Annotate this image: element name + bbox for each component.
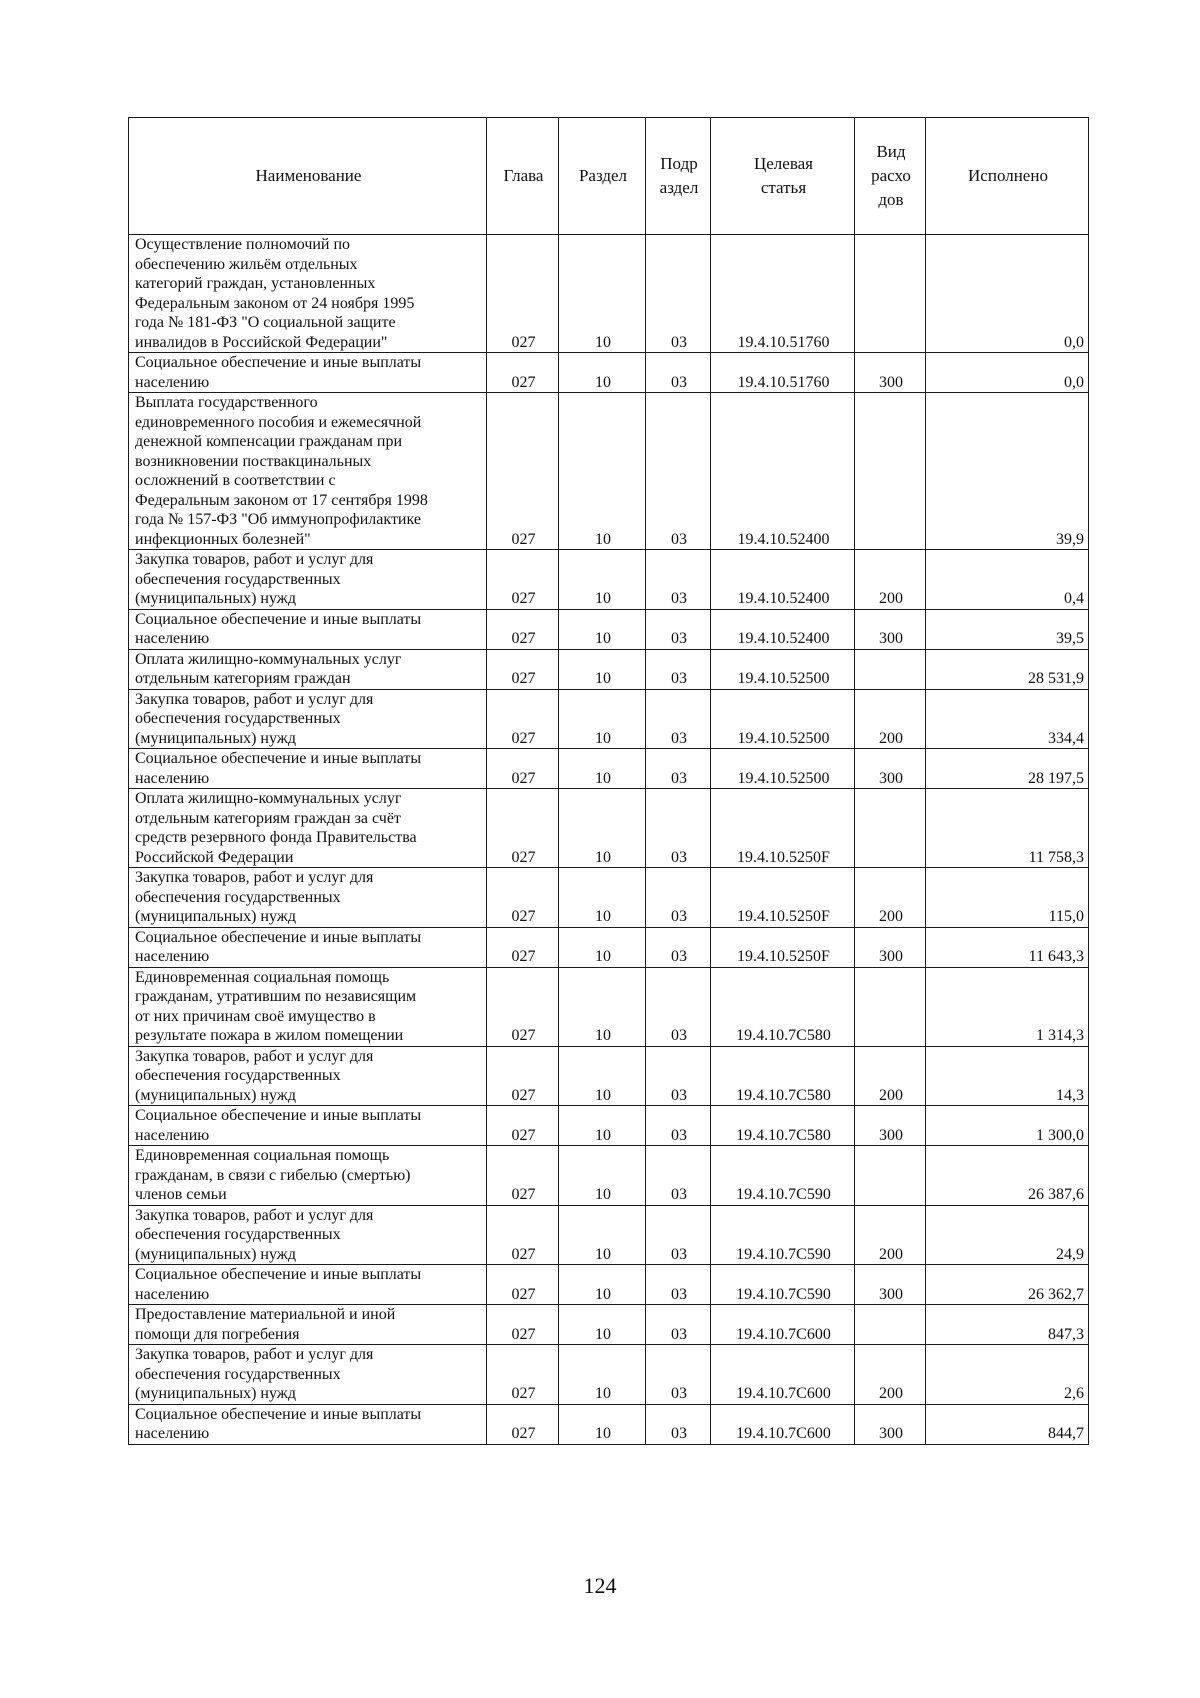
cell-podrazdel: 03 <box>646 789 711 868</box>
cell-celevaya-statya: 19.4.10.52400 <box>711 393 855 550</box>
cell-ispolneno: 39,5 <box>926 609 1089 649</box>
cell-podrazdel: 03 <box>646 550 711 610</box>
cell-vid-rashodov: 200 <box>855 550 926 610</box>
cell-celevaya-statya: 19.4.10.5250F <box>711 868 855 928</box>
table-row <box>129 353 1089 393</box>
table-body <box>129 235 1089 1445</box>
cell-name <box>129 749 487 789</box>
cell-glava: 027 <box>487 689 559 749</box>
cell-glava: 027 <box>487 1265 559 1305</box>
cell-razdel: 10 <box>559 649 646 689</box>
cell-vid-rashodov: 200 <box>855 868 926 928</box>
cell-glava: 027 <box>487 1046 559 1106</box>
row-name-text: Осуществление полномочий по обеспечению жильём отдельных категорий граждан, установленных Федеральным законом от 24 ноября 1995 года № 181-ФЗ "О социальной защите инвалидов в Российской Федерации" <box>135 236 415 351</box>
cell-ispolneno: 0,0 <box>926 235 1089 353</box>
cell-vid-rashodov: 200 <box>855 1046 926 1106</box>
cell-ispolneno: 14,3 <box>926 1046 1089 1106</box>
row-name-text: Закупка товаров, работ и услуг для обеспечения государственных (муниципальных) нужд <box>135 1346 374 1402</box>
cell-razdel: 10 <box>559 1106 646 1146</box>
table-row <box>129 235 1089 353</box>
cell-podrazdel: 03 <box>646 1146 711 1206</box>
cell-ispolneno: 0,0 <box>926 353 1089 393</box>
cell-razdel: 10 <box>559 927 646 967</box>
cell-name <box>129 1146 487 1206</box>
cell-glava: 027 <box>487 868 559 928</box>
cell-razdel: 10 <box>559 393 646 550</box>
cell-name <box>129 868 487 928</box>
cell-razdel: 10 <box>559 1404 646 1444</box>
cell-vid-rashodov: 200 <box>855 1345 926 1405</box>
cell-name <box>129 235 487 353</box>
cell-glava: 027 <box>487 649 559 689</box>
cell-celevaya-statya: 19.4.10.7C590 <box>711 1205 855 1265</box>
cell-name <box>129 967 487 1046</box>
cell-glava: 027 <box>487 789 559 868</box>
cell-celevaya-statya: 19.4.10.7C580 <box>711 967 855 1046</box>
cell-glava: 027 <box>487 967 559 1046</box>
cell-glava: 027 <box>487 1205 559 1265</box>
table-row <box>129 649 1089 689</box>
row-name-text: Закупка товаров, работ и услуг для обеспечения государственных (муниципальных) нужд <box>135 1206 374 1263</box>
cell-podrazdel: 03 <box>646 749 711 789</box>
cell-razdel: 10 <box>559 1205 646 1265</box>
row-name-text: Закупка товаров, работ и услуг для обеспечения государственных (муниципальных) нужд <box>135 690 374 747</box>
cell-glava: 027 <box>487 1106 559 1146</box>
cell-vid-rashodov: 300 <box>855 353 926 393</box>
header-ispolneno: Исполнено <box>926 118 1089 235</box>
cell-razdel: 10 <box>559 609 646 649</box>
cell-celevaya-statya: 19.4.10.7C600 <box>711 1305 855 1345</box>
table-row <box>129 1345 1089 1405</box>
cell-vid-rashodov: 300 <box>855 1265 926 1305</box>
cell-glava: 027 <box>487 749 559 789</box>
cell-glava: 027 <box>487 609 559 649</box>
header-celevaya-statya: Целевая статья <box>711 118 855 235</box>
cell-name <box>129 649 487 689</box>
cell-podrazdel: 03 <box>646 1106 711 1146</box>
page-number: 124 <box>583 1573 617 1598</box>
cell-name <box>129 1345 487 1405</box>
cell-podrazdel: 03 <box>646 967 711 1046</box>
cell-ispolneno: 26 362,7 <box>926 1265 1089 1305</box>
cell-name <box>129 1265 487 1305</box>
table-row <box>129 1305 1089 1345</box>
row-name-text: Социальное обеспечение и иные выплаты населению <box>135 750 422 787</box>
cell-ispolneno: 1 300,0 <box>926 1106 1089 1146</box>
cell-ispolneno: 11 643,3 <box>926 927 1089 967</box>
cell-ispolneno: 39,9 <box>926 393 1089 550</box>
table-header <box>129 118 1089 235</box>
row-name-text: Социальное обеспечение и иные выплаты населению <box>135 928 422 965</box>
cell-ispolneno: 24,9 <box>926 1205 1089 1265</box>
row-name-text: Единовременная социальная помощь гражданам, в связи с гибелью (смертью) членов семьи <box>135 1147 411 1203</box>
cell-razdel: 10 <box>559 550 646 610</box>
cell-razdel: 10 <box>559 235 646 353</box>
header-razdel: Раздел <box>559 118 646 235</box>
cell-celevaya-statya: 19.4.10.52400 <box>711 609 855 649</box>
row-name-text: Закупка товаров, работ и услуг для обеспечения государственных (муниципальных) нужд <box>135 551 374 607</box>
row-name-text: Социальное обеспечение и иные выплаты населению <box>135 354 422 391</box>
cell-vid-rashodov: 300 <box>855 1106 926 1146</box>
cell-vid-rashodov <box>855 1305 926 1345</box>
header-podrazdel: Подр аздел <box>646 118 711 235</box>
cell-podrazdel: 03 <box>646 353 711 393</box>
table-row <box>129 967 1089 1046</box>
budget-table <box>128 117 1089 1445</box>
header-name: Наименование <box>129 118 487 235</box>
cell-glava: 027 <box>487 1146 559 1206</box>
table-row <box>129 789 1089 868</box>
cell-celevaya-statya: 19.4.10.7C590 <box>711 1265 855 1305</box>
table-row <box>129 689 1089 749</box>
cell-razdel: 10 <box>559 789 646 868</box>
cell-podrazdel: 03 <box>646 689 711 749</box>
cell-name <box>129 1404 487 1444</box>
cell-podrazdel: 03 <box>646 868 711 928</box>
cell-celevaya-statya: 19.4.10.7C580 <box>711 1046 855 1106</box>
cell-razdel: 10 <box>559 749 646 789</box>
cell-celevaya-statya: 19.4.10.7C590 <box>711 1146 855 1206</box>
cell-ispolneno: 0,4 <box>926 550 1089 610</box>
cell-name <box>129 393 487 550</box>
cell-celevaya-statya: 19.4.10.5250F <box>711 927 855 967</box>
cell-ispolneno: 115,0 <box>926 868 1089 928</box>
cell-name <box>129 1106 487 1146</box>
row-name-text: Социальное обеспечение и иные выплаты населению <box>135 1266 422 1303</box>
cell-name <box>129 789 487 868</box>
table-row <box>129 1046 1089 1106</box>
cell-celevaya-statya: 19.4.10.7C600 <box>711 1345 855 1405</box>
cell-razdel: 10 <box>559 1265 646 1305</box>
cell-name <box>129 1205 487 1265</box>
cell-name <box>129 609 487 649</box>
cell-name <box>129 1046 487 1106</box>
cell-celevaya-statya: 19.4.10.51760 <box>711 235 855 353</box>
cell-vid-rashodov <box>855 235 926 353</box>
cell-ispolneno: 844,7 <box>926 1404 1089 1444</box>
cell-glava: 027 <box>487 1404 559 1444</box>
row-name-text: Социальное обеспечение и иные выплаты населению <box>135 1405 422 1442</box>
cell-celevaya-statya: 19.4.10.7C580 <box>711 1106 855 1146</box>
cell-vid-rashodov: 300 <box>855 609 926 649</box>
cell-podrazdel: 03 <box>646 1205 711 1265</box>
cell-ispolneno: 847,3 <box>926 1305 1089 1345</box>
cell-razdel: 10 <box>559 689 646 749</box>
cell-vid-rashodov: 300 <box>855 749 926 789</box>
cell-glava: 027 <box>487 393 559 550</box>
cell-podrazdel: 03 <box>646 1345 711 1405</box>
cell-podrazdel: 03 <box>646 649 711 689</box>
table-row <box>129 1404 1089 1444</box>
row-name-text: Оплата жилищно-коммунальных услуг отдельным категориям граждан <box>135 650 402 687</box>
cell-celevaya-statya: 19.4.10.51760 <box>711 353 855 393</box>
table-row <box>129 609 1089 649</box>
table-row <box>129 868 1089 928</box>
cell-name <box>129 689 487 749</box>
header-vid-rashodov: Вид расхо дов <box>855 118 926 235</box>
table-row <box>129 927 1089 967</box>
row-name-text: Социальное обеспечение и иные выплаты населению <box>135 1107 422 1144</box>
cell-podrazdel: 03 <box>646 393 711 550</box>
cell-ispolneno: 28 531,9 <box>926 649 1089 689</box>
cell-ispolneno: 28 197,5 <box>926 749 1089 789</box>
cell-podrazdel: 03 <box>646 927 711 967</box>
table-row <box>129 393 1089 550</box>
cell-vid-rashodov <box>855 1146 926 1206</box>
cell-vid-rashodov <box>855 649 926 689</box>
cell-vid-rashodov: 200 <box>855 689 926 749</box>
cell-celevaya-statya: 19.4.10.52400 <box>711 550 855 610</box>
cell-vid-rashodov <box>855 393 926 550</box>
cell-name <box>129 353 487 393</box>
cell-podrazdel: 03 <box>646 235 711 353</box>
cell-glava: 027 <box>487 353 559 393</box>
table-row <box>129 1146 1089 1206</box>
cell-vid-rashodov: 300 <box>855 927 926 967</box>
cell-glava: 027 <box>487 550 559 610</box>
cell-glava: 027 <box>487 1305 559 1345</box>
cell-celevaya-statya: 19.4.10.7C600 <box>711 1404 855 1444</box>
cell-celevaya-statya: 19.4.10.52500 <box>711 749 855 789</box>
row-name-text: Единовременная социальная помощь гражданам, утратившим по независящим от них причинам своё имущество в результате пожара в жилом помещении <box>135 968 417 1044</box>
cell-vid-rashodov <box>855 789 926 868</box>
cell-podrazdel: 03 <box>646 609 711 649</box>
cell-name <box>129 1305 487 1345</box>
document-page <box>128 117 1088 1445</box>
cell-razdel: 10 <box>559 967 646 1046</box>
table-header-row <box>129 118 1089 235</box>
cell-ispolneno: 26 387,6 <box>926 1146 1089 1206</box>
cell-razdel: 10 <box>559 868 646 928</box>
cell-razdel: 10 <box>559 1345 646 1405</box>
table-row <box>129 1265 1089 1305</box>
cell-razdel: 10 <box>559 1305 646 1345</box>
cell-ispolneno: 11 758,3 <box>926 789 1089 868</box>
cell-vid-rashodov: 300 <box>855 1404 926 1444</box>
cell-vid-rashodov: 200 <box>855 1205 926 1265</box>
cell-name <box>129 550 487 610</box>
row-name-text: Оплата жилищно-коммунальных услуг отдельным категориям граждан за счёт средств резервного фонда Правительства Российской Федерации <box>135 790 417 866</box>
cell-celevaya-statya: 19.4.10.5250F <box>711 789 855 868</box>
cell-glava: 027 <box>487 235 559 353</box>
cell-celevaya-statya: 19.4.10.52500 <box>711 689 855 749</box>
table-row <box>129 550 1089 610</box>
cell-ispolneno: 2,6 <box>926 1345 1089 1405</box>
cell-glava: 027 <box>487 927 559 967</box>
row-name-text: Закупка товаров, работ и услуг для обеспечения государственных (муниципальных) нужд <box>135 1047 374 1104</box>
row-name-text: Выплата государственного единовременного пособия и ежемесячной денежной компенсации гражданам при возникновении поствакцинальных осложнений в соответствии с Федеральным законом от 17 сентября 1998 года № 157-ФЗ "Об иммунопрофилактике инфекционных болезней" <box>135 394 428 548</box>
cell-podrazdel: 03 <box>646 1305 711 1345</box>
table-row <box>129 1205 1089 1265</box>
row-name-text: Закупка товаров, работ и услуг для обеспечения государственных (муниципальных) нужд <box>135 869 374 925</box>
table-row <box>129 1106 1089 1146</box>
cell-celevaya-statya: 19.4.10.52500 <box>711 649 855 689</box>
cell-podrazdel: 03 <box>646 1265 711 1305</box>
cell-razdel: 10 <box>559 353 646 393</box>
cell-podrazdel: 03 <box>646 1404 711 1444</box>
cell-ispolneno: 334,4 <box>926 689 1089 749</box>
header-glava: Глава <box>487 118 559 235</box>
cell-ispolneno: 1 314,3 <box>926 967 1089 1046</box>
cell-razdel: 10 <box>559 1046 646 1106</box>
cell-name <box>129 927 487 967</box>
cell-vid-rashodov <box>855 967 926 1046</box>
table-row <box>129 749 1089 789</box>
row-name-text: Предоставление материальной и иной помощи для погребения <box>135 1306 396 1343</box>
cell-podrazdel: 03 <box>646 1046 711 1106</box>
cell-razdel: 10 <box>559 1146 646 1206</box>
row-name-text: Социальное обеспечение и иные выплаты населению <box>135 610 422 647</box>
cell-glava: 027 <box>487 1345 559 1405</box>
